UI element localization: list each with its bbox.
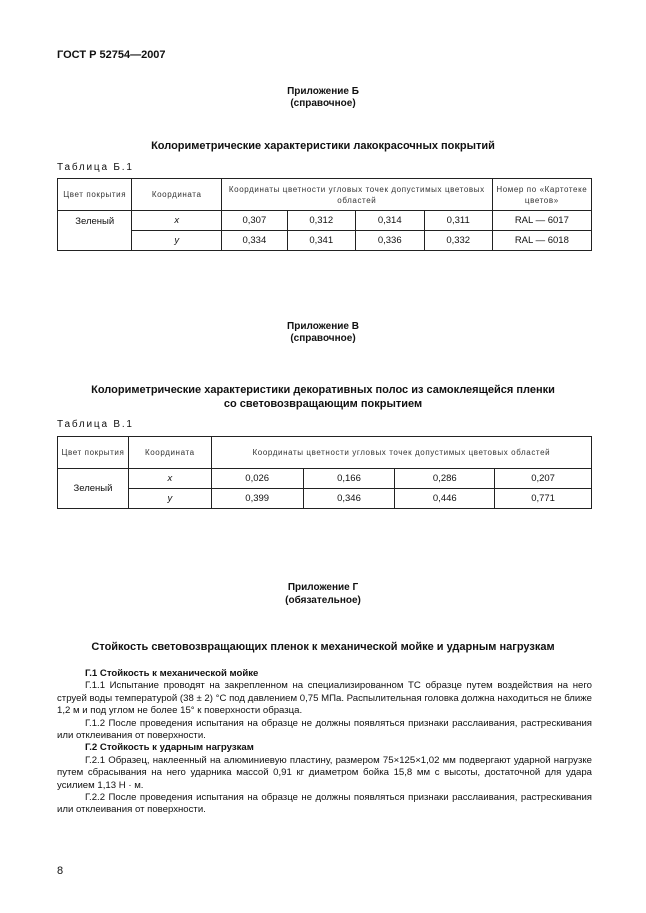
appendix-b-heading: Колориметрические характеристики лакокрасочных покрытий bbox=[151, 140, 495, 152]
value-cell: 0,307 bbox=[221, 211, 287, 231]
header-coordinate: Координата bbox=[132, 179, 222, 211]
table-row bbox=[58, 489, 592, 509]
coord-cell: x bbox=[128, 469, 211, 489]
table-v1 bbox=[57, 436, 592, 509]
table-row bbox=[58, 211, 592, 231]
coord-cell: x bbox=[132, 211, 222, 231]
value-cell: 0,341 bbox=[287, 231, 355, 251]
section-g1-title: Г.1 Стойкость к механической мойке bbox=[85, 668, 259, 679]
header-catalog-number: Номер по «Картотеке цветов» bbox=[492, 179, 591, 211]
paragraph-g22: Г.2.2 После проведения испытания на образце не должны появляться признаки расслаивания, растрескивания или отклеивания от поверхности. bbox=[57, 792, 592, 816]
table-v1-label: Таблица В.1 bbox=[57, 419, 134, 430]
paragraph-g12: Г.1.2 После проведения испытания на образце не должны появляться признаки расслаивания, растрескивания или отклеивания от поверхности. bbox=[57, 717, 592, 742]
coord-cell: y bbox=[132, 231, 222, 251]
coord-cell: y bbox=[128, 489, 211, 509]
value-cell: 0,166 bbox=[303, 469, 395, 489]
color-cell: Зеленый bbox=[58, 211, 132, 251]
value-cell: 0,336 bbox=[355, 231, 424, 251]
header-color: Цвет покрытия bbox=[58, 179, 132, 211]
value-cell: 0,312 bbox=[287, 211, 355, 231]
paragraph-g21: Г.2.1 Образец, наклеенный на алюминиевую пластину, размером 75×125×1,02 мм подвергают ударной нагрузке путем сбрасывания на него ударника массой 0,91 кг диаметром бойка 15,8 мм с высоты, достаточной для удара усилием 1,13 Н · м. bbox=[57, 754, 592, 791]
appendix-g-title: Приложение Г bbox=[287, 582, 359, 593]
appendix-v-heading-line2: со световозвращающим покрытием bbox=[223, 398, 423, 410]
appendix-g-body bbox=[57, 668, 592, 817]
value-cell: 0,286 bbox=[395, 469, 495, 489]
value-cell: 0,332 bbox=[424, 231, 492, 251]
appendix-v-title: Приложение В bbox=[287, 321, 359, 332]
appendix-v-heading-line1: Колориметрические характеристики декоративных полос из самоклеящейся пленки bbox=[91, 384, 555, 396]
value-cell: 0,311 bbox=[424, 211, 492, 231]
document-code: ГОСТ Р 52754—2007 bbox=[57, 49, 166, 61]
header-chromaticity: Координаты цветности угловых точек допустимых цветовых областей bbox=[211, 437, 591, 469]
value-cell: 0,207 bbox=[495, 469, 592, 489]
value-cell: 0,314 bbox=[355, 211, 424, 231]
color-cell: Зеленый bbox=[58, 469, 129, 509]
table-b1 bbox=[57, 178, 592, 251]
paragraph-g11: Г.1.1 Испытание проводят на закрепленном на специализированном ТС образце путем воздействия на него струей воды температурой (38 ± 2) °С под давлением 0,75 МПа. Распылительная головка должна находиться не ближе 1,2 м и под углом не более 15° к поверхности образца. bbox=[57, 680, 592, 717]
appendix-b-status: (справочное) bbox=[290, 98, 356, 109]
value-cell: 0,399 bbox=[211, 489, 303, 509]
ral-cell: RAL — 6017 bbox=[492, 211, 591, 231]
value-cell: 0,026 bbox=[211, 469, 303, 489]
table-b1-label: Таблица Б.1 bbox=[57, 162, 134, 173]
value-cell: 0,346 bbox=[303, 489, 395, 509]
value-cell: 0,446 bbox=[395, 489, 495, 509]
header-chromaticity: Координаты цветности угловых точек допустимых цветовых областей bbox=[221, 179, 492, 211]
table-row bbox=[58, 231, 592, 251]
header-color: Цвет покрытия bbox=[58, 437, 129, 469]
header-coordinate: Координата bbox=[128, 437, 211, 469]
appendix-g-status: (обязательное) bbox=[285, 595, 361, 606]
appendix-b-title: Приложение Б bbox=[287, 86, 359, 97]
ral-cell: RAL — 6018 bbox=[492, 231, 591, 251]
section-g2-title: Г.2 Стойкость к ударным нагрузкам bbox=[85, 742, 254, 754]
page-number: 8 bbox=[57, 865, 64, 877]
value-cell: 0,334 bbox=[221, 231, 287, 251]
value-cell: 0,771 bbox=[495, 489, 592, 509]
table-row bbox=[58, 469, 592, 489]
appendix-g-heading: Стойкость световозвращающих пленок к механической мойке и ударным нагрузкам bbox=[91, 641, 555, 653]
appendix-v-status: (справочное) bbox=[290, 333, 356, 344]
